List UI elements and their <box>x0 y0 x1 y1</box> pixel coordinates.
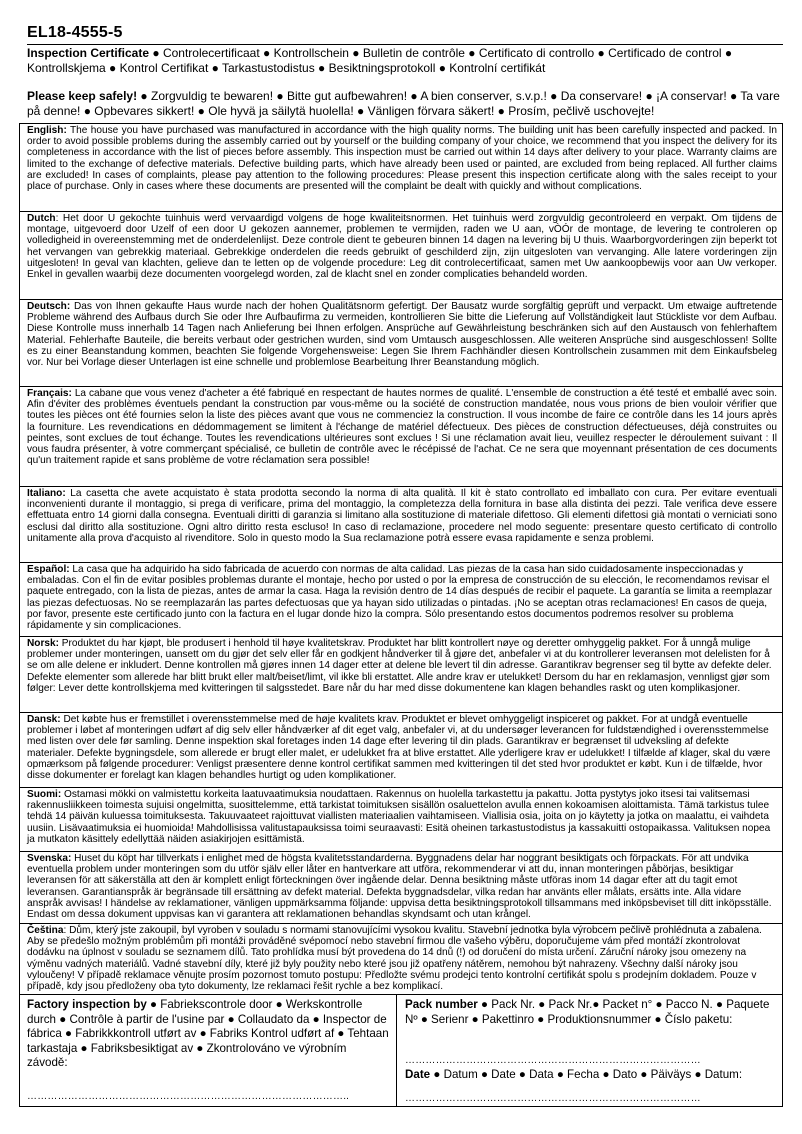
factory-inspection-field[interactable]: ………………………………………………………………………………….. <box>27 1091 350 1102</box>
section-lang-label: Français: <box>27 388 72 399</box>
section-espanol <box>20 562 782 636</box>
section-english <box>20 124 782 211</box>
date-field[interactable]: …………………………………………………………………………… <box>405 1093 701 1104</box>
section-lang-label: Dansk: <box>27 714 61 725</box>
certificate-title-line <box>27 46 783 76</box>
keep-safely-line <box>27 89 783 119</box>
factory-inspection-translations: ● Fabriekscontrole door ● Werkskontrolle durch ● Contrôle à partir de l'usine par ● Collaudato da ● Inspector de fábrica ● Fabrikkkontroll utført av ● Fabriks Kontrol udført af ● Tehtaan tarkastaja ● Fabriksbesiktigat av ● Zkontrolováno ve výrobním závodě: <box>27 998 389 1070</box>
date-translations: ● Datum ● Date ● Data ● Fecha ● Dato ● Päiväys ● Datum: <box>430 1068 743 1081</box>
section-francais <box>20 386 782 486</box>
section-lang-label: Norsk: <box>27 638 59 649</box>
header-rule <box>27 44 783 45</box>
section-text: Ostamasi mökki on valmistettu korkeita laatuvaatimuksia noudattaen. Rakennus on huolella tarkastettu ja pakattu. Jotta pystytys joko itsesi tai valitsemasi rakennusliikkeen toimesta sujuisi ongelmitta, suosittelemme, että tarkistat toimituksen sisällön osaluettelon avulla ennen kokoamisen aloittamista. Tämä tarkistus tulee tehdä 14 päivän kuluessa toimituksesta. Takuuvaateet rajoittuvat viallisten materiaalien vaihtamiseen. Viallisia osia, joita on jo käytetty ja jotka on maalattu, ei vaihdeta uusiin. Lisävaatimuksia ei huomioida! Mahdollisissa valitustapauksissa toimi seuraavasti: Esitä oheinen tarkastustodistus ja kassakuitti ostopaikassa. Valituksen nopea ja mutkaton käsittely edellyttää näiden asiakirjojen esittämistä. <box>27 789 771 845</box>
section-lang-label: Deutsch: <box>27 301 71 312</box>
section-lang-label: Čeština <box>27 925 64 936</box>
date-label <box>405 1068 777 1082</box>
languages-box <box>19 123 783 1107</box>
factory-inspection-label <box>27 998 389 1071</box>
section-lang-label: Español: <box>27 564 70 575</box>
document-code: EL18-4555-5 <box>27 24 123 41</box>
section-text: Huset du köpt har tillverkats i enlighet med de högsta kvalitetsstandarderna. Byggnadens delar har noggrant besiktigats och förpackats. För att undvika eventuella problem under monteringen som du utför själv eller låter en hantverkare att utföra, rekommenderar vi att du, innan monteringen påbörjas, besiktigar leveransen för att säkerställa att den är komplett enligt förteckningen över ingående delar. Denna besiktning måste utföras inom 14 dagar efter att du tagit emot leveransen. Garantianspråk är begränsade till ersättning av defekt material. Defekta byggnadsdelar, vilka redan har använts eller målats, ersätts inte. Alla vidare anspråk avvisas! I händelse av reklamationer, vänligen uppmärksamma följande: uppvisa detta besiktningsprotokoll tillsammans med inköpsbeviset till ditt inköpsställe. Endast om dessa dokument uppvisas kan vi garantera att reklamationen behandlas skyndsamt och utan krångel. <box>27 853 772 921</box>
section-text: Det købte hus er fremstillet i overensstemmelse med de høje kvalitets krav. Produktet er blevet omhyggeligt inspiceret og pakket. For at undgå eventuelle problemer i løbet af monteringen udført af dig selv eller håndværker af dit eget valg, anbefaler vi, at du undersøger leverancen for fuldstændighed i overensstemmelse med listen over dele før samling. Denne inspektion skal foretages inden 14 dage efter levering til din plads. Garantikrav er begrænset til udveksling af defekte materialer. Defekte bygningsdele, som allerede er brugt eller malet, er udelukket fra at blive erstattet. Alle yderligere krav er udelukket! I tilfælde af klager, skal du være opmærksom på følgende procedurer: Venligst præsentere denne kontrol certifikat sammen med kvitteringen til det sted hvor produktet er købt. Kun i de tilfælde, hvor disse dokumenter er forelagt kan klagen behandles hurtigt og uden komplikationer. <box>27 714 771 782</box>
section-text: : Het door U gekochte tuinhuis werd vervaardigd volgens de hoge kwaliteitsnormen. Het tuinhuis werd zorgvuldig gecontroleerd en verpakt. Om tijdens de montage, uitgevoerd door Uzelf of een door U gekozen aannemer, problemen te vermijden, raden we U aan, vÒÓr de montage, de levering te controleren op volledigheid in overeenstemming met de onderdelenlijst. Deze controle dient te gebeuren binnen 14 dagen na levering bij U thuis. Waarborgvorderingen zijn beperkt tot het vervangen van gebrekkig materiaal. Gebrekkige onderdelen die reeds gebruikt of geschilderd zijn, zijn uitgesloten van vervanging. Alle latere vorderingen zijn uitgesloten! In geval van klachten, gelieve dan te letten op de volgende procedure: Leg dit controlecertificaat, samen met Uw aankoopbewijs voor aan Uw verkoper. Enkel in gevallen waarbij deze documenten voorgelegd worden, zal de klacht snel en zonder complicaties behandeld worden. <box>27 213 777 281</box>
section-text: La casetta che avete acquistato è stata prodotta secondo la norma di alta qualità. Il kit è stato controllato ed imballato con cura. Per evitare eventuali inconvenienti durante il montaggio, si prega di verificare, prima del montaggio, la completezza della fornitura in base alla distinta dei pezzi. Tale verifica deve essere effettuata entro 14 giorni dalla consegna. Eventuali diritti di garanzia si limitano alla sostituzione di materiale difettoso. Gli elementi difettosi già montati o verniciati sono esclusi dal diritto alla sostituzione. Ogni altro diritto resta escluso! In caso di reclamazione, procedere nel modo seguente: presentare questo certificato di controllo unitamente alla prova d'acquisto al rivenditore. Solo in questo modo la Sua reclamazione potrà essere evasa rapidamente e senza problemi. <box>27 488 777 544</box>
section-text: The house you have purchased was manufactured in accordance with the high quality norms. The building unit has been carefully inspected and packed. In order to avoid possible problems during the assembly carried out by yourself or the building company of your choice, we recommend that you inspect the delivery for its completeness in accordance with the list of pieces before assembly. This inspection must be carried out within 14 days after delivery to your place. Warranty claims are limited to the exchange of defective materials. Defective building parts, which have already been used or painted, are excluded from being replaced. All further claims are excluded! In cases of complaints, please pay attention to the following procedures: Please present this inspection certificate along with the sales receipt to your place of purchase. Only in cases where these documents are presented will the complaint be dealt with quickly and without complications. <box>27 125 777 193</box>
keep-safely-title: Please keep safely! <box>27 89 138 103</box>
pack-number-field[interactable]: …………………………………………………………………………… <box>405 1055 701 1066</box>
footer-fields <box>20 994 782 1107</box>
section-lang-label: Dutch <box>27 213 56 224</box>
pack-number-label <box>405 998 777 1027</box>
section-lang-label: Italiano: <box>27 488 66 499</box>
section-text: : Dům, který jste zakoupil, byl vyroben v souladu s normami stanovujícími vysokou kvalitu. Stavební jednotka byla výrobcem pečlivě prohlédnuta a zabalena. Aby se předešlo možným problémům při montáži prováděné svépomocí nebo stavební firmou dle vašeho výběru, doporučujeme vám před montáží zkontrolovat dodávku na úplnost v souladu se seznamem dílů. Tato prohlídka musí být provedena do 14 dnů (!) od doručení do místa určení. Záruční nároky jsou omezeny na výměnu vadných materiálů. Vadné stavební díly, které již byly použity nebo které jsou již opatřeny nátěrem, nemohou být nahrazeny. Všechny další nároky jsou vyloučeny! V případě reklamace věnujte prosím pozornost tomuto postupu: Předložte svému prodejci tento kontrolní certifikát spolu s prodejním dokladem. Pouze v případě, kdy jsou předloženy oba tyto dokumenty, lze reklamaci řešit rychle a bez komplikací. <box>27 925 762 993</box>
keep-safely-translations: ● Zorgvuldig te bewaren! ● Bitte gut aufbewahren! ● A bien conserver, s.v.p.! ● Da conservare! ● ¡A conservar! ● Ta vare på denne! ● Opbevares sikkert! ● Ole hyvä ja säilytä huolella! ● Vänligen förvara säkert! ● Prosím, pečlivě uschovejte! <box>27 89 780 118</box>
date-title: Date <box>405 1068 431 1081</box>
section-lang-label: Suomi: <box>27 789 62 800</box>
section-deutsch <box>20 299 782 386</box>
pack-number-translations: ● Pack Nr. ● Pack Nr.● Packet n° ● Pacco N. ● Paquete Nº ● Serienr ● Pakettinro ● Produktionsnummer ● Číslo paketu: <box>405 998 770 1026</box>
section-text: La cabane que vous venez d'acheter a été fabriqué en respectant de hautes normes de qualité. L'ensemble de construction a été testé et emballé avec soin. Afin d'éviter des problèmes éventuels pendant la construction par vous-même ou la société de construction mandatée, nous vous prions de bien vouloir vérifier que toutes les pièces ont été fournies selon la liste des pièces avant que vous ne commenciez la construction. Il vous incombe de faire ce contrôle dans les 14 jours après la fourniture. Les revendications en dédommagement se limitent à l'échange de matériel défectueux. Des pièces de construction défectueuses, déjà construites ou peintes, sont exclues de tout échange. Toutes les revendications ultérieures sont exclues ! Si une réclamation avait lieu, veuillez respecter le déroulement suivant : Il vous faudra présenter, à votre commerçant spécialisé, ce bulletin de contrôle avec le récépissé de l'achat. Ce ne sera que moyennant présentation de ces documents qu'un traitement rapide et sans problème de votre réclamation sera possible! <box>27 388 777 467</box>
certificate-translations: ● Controlecertificaat ● Kontrollschein ● Bulletin de contrôle ● Certificato di controllo ● Certificado de control ● Kontrollskjema ● Kontrol Certifikat ● Tarkastustodistus ● Besiktningsprotokoll ● Kontrolní certifikát <box>27 46 733 75</box>
section-svenska <box>20 851 782 923</box>
pack-number-title: Pack number <box>405 998 478 1011</box>
footer-divider <box>396 995 397 1107</box>
section-suomi <box>20 787 782 851</box>
section-italiano <box>20 486 782 562</box>
certificate-title: Inspection Certificate <box>27 46 150 60</box>
section-norsk <box>20 636 782 712</box>
section-text: Produktet du har kjøpt, ble produsert i henhold til høye kvalitetskrav. Produktet har blitt kontrollert nøye og deretter omhyggelig pakket. For å unngå mulige problemer under monteringen, uansett om du gjør det selv eller får en godkjent håndverker til å gjøre det, anbefaler vi at du kontrollerer leveransen mot delelisten for å se om alle delene er inkludert. Denne kontrollen må gjøres innen 14 dager etter at delene ble levert til din adresse. Garantikrav begrenser seg til bytte av defekte deler. Defekte elementer som allerede har blitt brukt eller malt/beiset/limt, vil ikke bli erstattet. Alle andre krav er utelukket! Dersom du har en reklamasjon, vennligst gjør som følger: Lever dette kontrollskjema med kvitteringen til salgsstedet. Bare når du har med disse dokumentene kan klagen behandles raskt og uten komplikasjoner. <box>27 638 772 694</box>
section-text: La casa que ha adquirido ha sido fabricada de acuerdo con normas de alta calidad. Las piezas de la casa han sido cuidadosamente inspeccionadas y embaladas. Con el fin de evitar posibles problemas durante el montaje, hecho por usted o por la empresa de construcción de su elección, le recomendamos revisar el paquete entregado, con la lista de piezas, antes de armar la casa. Haga la revisión dentro de 14 días después de recibir el paquete. La garantía se limita a reemplazar las piezas defectuosas. No se reemplazarán las partes defectuosas que ya hayan sido utilizadas o pintadas. ¡No se aceptan otras reclamaciones! En casos de queja, por favor, presente este certificado junto con la factura en el lugar donde hizo la compra. Sólo presentando estos documentos podremos resolver su problema rápidamente y sin complicaciones. <box>27 564 773 632</box>
section-dutch <box>20 211 782 299</box>
section-lang-label: Svenska: <box>27 853 72 864</box>
section-lang-label: English: <box>27 125 67 136</box>
section-dansk <box>20 712 782 787</box>
section-cestina <box>20 923 782 994</box>
factory-inspection-title: Factory inspection by <box>27 998 147 1011</box>
section-text: Das von Ihnen gekaufte Haus wurde nach der hohen Qualitätsnorm gefertigt. Der Bausatz wurde sorgfältig geprüft und verpackt. Um etwaige auftretende Probleme während des Aufbaus durch Sie oder Ihre Aufbaufirma zu vermeiden, kontrollieren Sie bitte die Lieferung auf Vollständigkeit laut Stückliste vor dem Aufbau. Diese Kontrolle muss innerhalb 14 Tagen nach Anlieferung bei Ihnen erfolgen. Ansprüche auf Gewährleistung beschränken sich auf den Austausch von fehlerhaftem Material. Fehlerhafte Bauteile, die bereits verbaut oder gestrichen wurden, sind vom Umtausch ausgeschlossen. Alle weiteren Ansprüche sind ausgeschlossen! Sollte es zu einer Beanstandung kommen, beachten Sie folgende Vorgehensweise: Legen Sie Ihrem Fachhändler diesen Kontrollschein zusammen mit dem Einkaufsbeleg vor. Nur bei Vorlage dieser Unterlagen ist eine schnelle und problemlose Bearbeitung Ihrer Beanstandung möglich. <box>27 301 777 369</box>
